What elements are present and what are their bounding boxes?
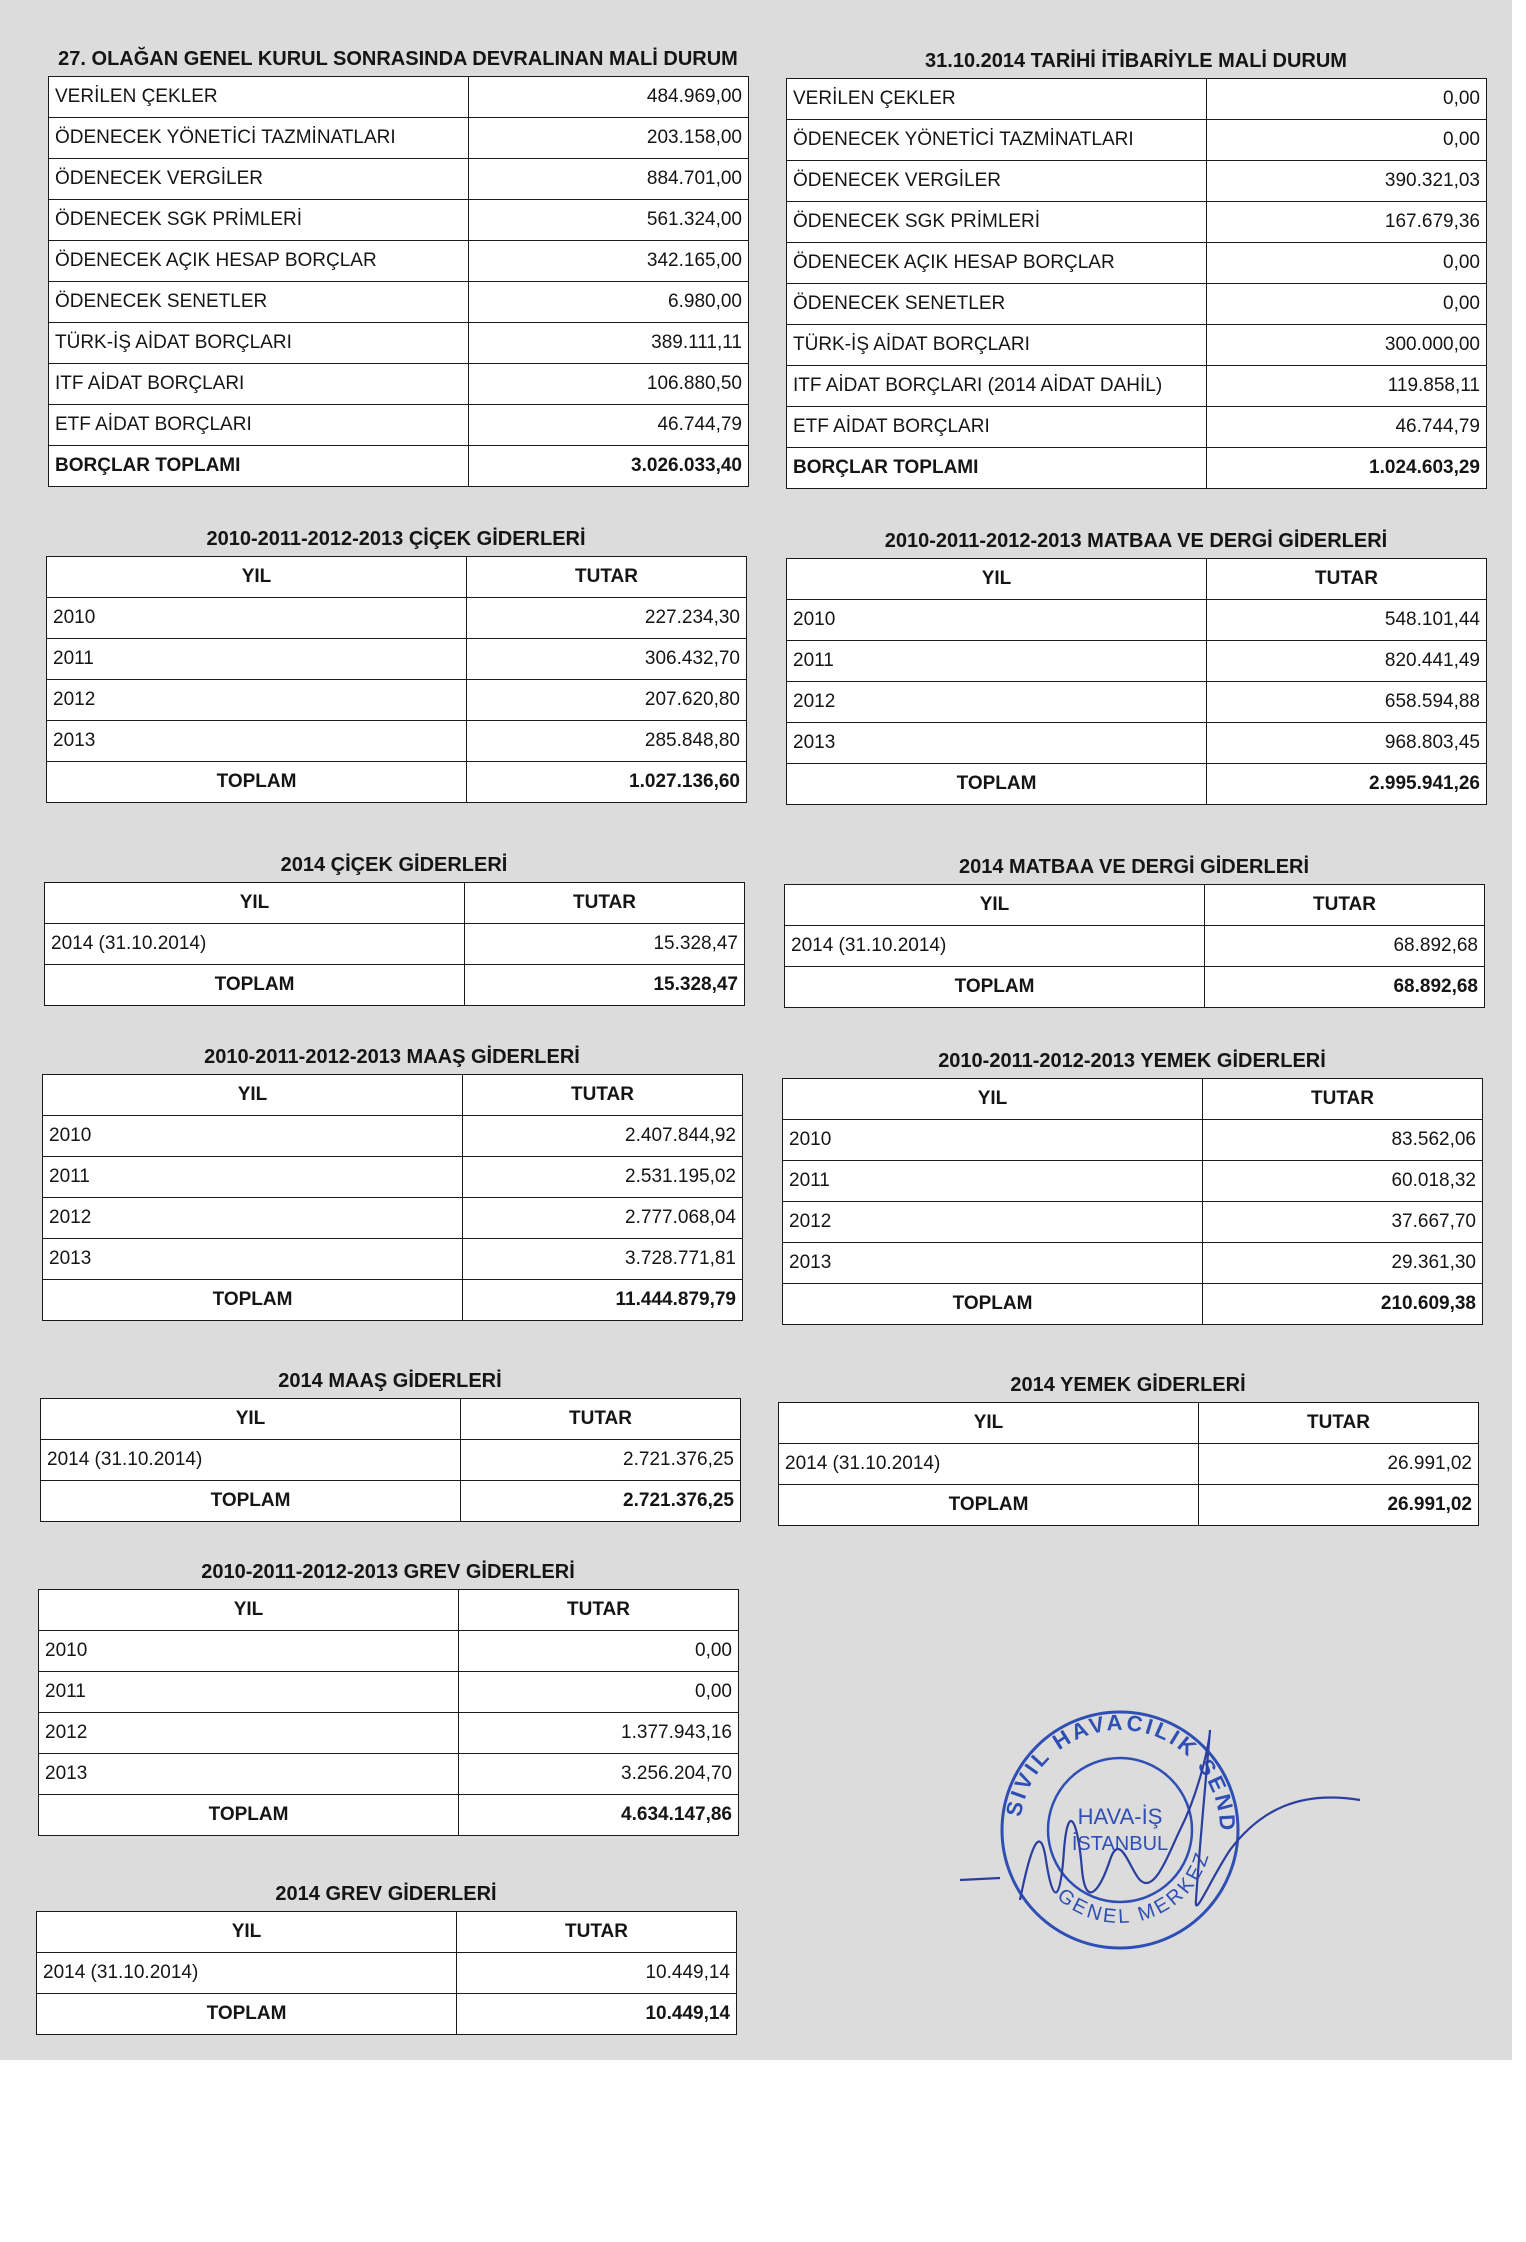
block-title: 2010-2011-2012-2013 ÇİÇEK GİDERLERİ	[206, 528, 586, 550]
debt-value: 0,00	[1207, 284, 1487, 325]
total-row	[39, 1795, 739, 1836]
amount-cell: 2.721.376,25	[461, 1440, 741, 1481]
table-row	[37, 1953, 737, 1994]
expense-table	[36, 1911, 737, 2035]
current-financial-status	[786, 44, 1486, 489]
header-row	[787, 559, 1487, 600]
strike-expenses-2014	[36, 1877, 736, 2035]
table-row	[787, 366, 1487, 407]
amount-cell: 10.449,14	[457, 1953, 737, 1994]
col-amount-header: TUTAR	[467, 557, 747, 598]
total-label: TOPLAM	[43, 1280, 463, 1321]
table-row	[47, 639, 747, 680]
col-amount-header: TUTAR	[1207, 559, 1487, 600]
header-row	[779, 1403, 1479, 1444]
debt-value: 390.321,03	[1207, 161, 1487, 202]
block-title: 2010-2011-2012-2013 MAAŞ GİDERLERİ	[204, 1046, 580, 1068]
total-label: BORÇLAR TOPLAMI	[49, 446, 469, 487]
amount-cell: 83.562,06	[1203, 1120, 1483, 1161]
header-row	[785, 885, 1485, 926]
table-row	[47, 721, 747, 762]
table-row	[39, 1631, 739, 1672]
expense-table	[40, 1398, 741, 1522]
meal-expenses-2010-2013	[782, 1044, 1482, 1325]
amount-cell: 285.848,80	[467, 721, 747, 762]
table-row	[49, 77, 749, 118]
print-magazine-expenses-2014	[784, 850, 1484, 1008]
col-amount-header: TUTAR	[1205, 885, 1485, 926]
total-row	[787, 448, 1487, 489]
table-row	[39, 1754, 739, 1795]
debt-label: TÜRK-İŞ AİDAT BORÇLARI	[49, 323, 469, 364]
debt-label: TÜRK-İŞ AİDAT BORÇLARI	[787, 325, 1207, 366]
debt-label: ÖDENECEK SENETLER	[787, 284, 1207, 325]
table-row	[787, 202, 1487, 243]
year-cell: 2013	[47, 721, 467, 762]
table-row	[43, 1198, 743, 1239]
total-label: TOPLAM	[45, 965, 465, 1006]
col-amount-header: TUTAR	[1199, 1403, 1479, 1444]
debt-value: 561.324,00	[469, 200, 749, 241]
table-row	[39, 1672, 739, 1713]
total-label: TOPLAM	[783, 1284, 1203, 1325]
col-year-header: YIL	[787, 559, 1207, 600]
debt-label: ETF AİDAT BORÇLARI	[49, 405, 469, 446]
col-amount-header: TUTAR	[465, 883, 745, 924]
total-label: TOPLAM	[39, 1795, 459, 1836]
debt-label: VERİLEN ÇEKLER	[49, 77, 469, 118]
year-cell: 2014 (31.10.2014)	[45, 924, 465, 965]
debt-value: 300.000,00	[1207, 325, 1487, 366]
table-row	[45, 924, 745, 965]
year-cell: 2010	[787, 600, 1207, 641]
debt-value: 884.701,00	[469, 159, 749, 200]
amount-cell: 658.594,88	[1207, 682, 1487, 723]
total-row	[45, 965, 745, 1006]
total-value: 210.609,38	[1203, 1284, 1483, 1325]
year-cell: 2014 (31.10.2014)	[37, 1953, 457, 1994]
flower-expenses-2014	[44, 848, 744, 1006]
total-row	[783, 1284, 1483, 1325]
debt-value: 203.158,00	[469, 118, 749, 159]
stamp-bottom-text: GENEL MERKEZ	[1053, 1847, 1215, 1929]
table-row	[783, 1120, 1483, 1161]
col-amount-header: TUTAR	[1203, 1079, 1483, 1120]
header-row	[47, 557, 747, 598]
total-row	[49, 446, 749, 487]
block-title: 2010-2011-2012-2013 YEMEK GİDERLERİ	[938, 1050, 1326, 1072]
amount-cell: 26.991,02	[1199, 1444, 1479, 1485]
table-row	[787, 284, 1487, 325]
salary-expenses-2014	[40, 1364, 740, 1522]
amount-cell: 2.407.844,92	[463, 1116, 743, 1157]
debt-value: 342.165,00	[469, 241, 749, 282]
col-year-header: YIL	[45, 883, 465, 924]
block-title: 2010-2011-2012-2013 MATBAA VE DERGİ GİDERLERİ	[884, 530, 1388, 552]
debt-label: ÖDENECEK AÇIK HESAP BORÇLAR	[49, 241, 469, 282]
year-cell: 2012	[43, 1198, 463, 1239]
debt-value: 0,00	[1207, 79, 1487, 120]
year-cell: 2014 (31.10.2014)	[785, 926, 1205, 967]
debt-label: ETF AİDAT BORÇLARI	[787, 407, 1207, 448]
header-row	[39, 1590, 739, 1631]
col-year-header: YIL	[39, 1590, 459, 1631]
debts-table	[48, 76, 749, 487]
table-row	[47, 598, 747, 639]
col-amount-header: TUTAR	[457, 1912, 737, 1953]
year-cell: 2012	[47, 680, 467, 721]
table-row	[787, 407, 1487, 448]
col-year-header: YIL	[779, 1403, 1199, 1444]
total-label: TOPLAM	[787, 764, 1207, 805]
total-row	[787, 764, 1487, 805]
year-cell: 2013	[783, 1243, 1203, 1284]
debt-label: ÖDENECEK VERGİLER	[787, 161, 1207, 202]
table-row	[785, 926, 1485, 967]
table-row	[787, 641, 1487, 682]
amount-cell: 37.667,70	[1203, 1202, 1483, 1243]
debt-value: 0,00	[1207, 243, 1487, 284]
total-label: TOPLAM	[779, 1485, 1199, 1526]
total-value: 68.892,68	[1205, 967, 1485, 1008]
amount-cell: 207.620,80	[467, 680, 747, 721]
amount-cell: 15.328,47	[465, 924, 745, 965]
col-year-header: YIL	[43, 1075, 463, 1116]
header-row	[37, 1912, 737, 1953]
block-title: 2014 MAAŞ GİDERLERİ	[278, 1370, 502, 1392]
table-row	[787, 325, 1487, 366]
amount-cell: 0,00	[459, 1672, 739, 1713]
total-value: 26.991,02	[1199, 1485, 1479, 1526]
debt-value: 167.679,36	[1207, 202, 1487, 243]
total-row	[37, 1994, 737, 2035]
block-title: 2014 ÇİÇEK GİDERLERİ	[280, 854, 508, 876]
header-row	[783, 1079, 1483, 1120]
block-title: 2014 MATBAA VE DERGİ GİDERLERİ	[958, 856, 1310, 878]
table-row	[787, 600, 1487, 641]
table-row	[787, 682, 1487, 723]
total-label: TOPLAM	[47, 762, 467, 803]
block-title: 2014 GREV GİDERLERİ	[275, 1883, 497, 1905]
table-row	[49, 241, 749, 282]
col-amount-header: TUTAR	[463, 1075, 743, 1116]
table-row	[39, 1713, 739, 1754]
block-title: 2010-2011-2012-2013 GREV GİDERLERİ	[201, 1561, 575, 1583]
debt-value: 119.858,11	[1207, 366, 1487, 407]
debt-label: VERİLEN ÇEKLER	[787, 79, 1207, 120]
total-row	[779, 1485, 1479, 1526]
table-row	[787, 79, 1487, 120]
total-value: 2.721.376,25	[461, 1481, 741, 1522]
debt-label: ÖDENECEK YÖNETİCİ TAZMİNATLARI	[49, 118, 469, 159]
amount-cell: 306.432,70	[467, 639, 747, 680]
year-cell: 2014 (31.10.2014)	[779, 1444, 1199, 1485]
year-cell: 2013	[39, 1754, 459, 1795]
debt-value: 484.969,00	[469, 77, 749, 118]
debt-label: ÖDENECEK SGK PRİMLERİ	[49, 200, 469, 241]
total-row	[47, 762, 747, 803]
total-label: TOPLAM	[785, 967, 1205, 1008]
table-row	[787, 120, 1487, 161]
amount-cell: 3.728.771,81	[463, 1239, 743, 1280]
amount-cell: 1.377.943,16	[459, 1713, 739, 1754]
stamp-center-line2: İSTANBUL	[1071, 1833, 1169, 1855]
total-value: 1.027.136,60	[467, 762, 747, 803]
debt-label: ÖDENECEK YÖNETİCİ TAZMİNATLARI	[787, 120, 1207, 161]
header-row	[41, 1399, 741, 1440]
year-cell: 2014 (31.10.2014)	[41, 1440, 461, 1481]
meal-expenses-2014	[778, 1368, 1478, 1526]
col-year-header: YIL	[785, 885, 1205, 926]
year-cell: 2012	[783, 1202, 1203, 1243]
table-row	[43, 1116, 743, 1157]
inherited-financial-status	[48, 42, 748, 487]
year-cell: 2010	[783, 1120, 1203, 1161]
year-cell: 2011	[783, 1161, 1203, 1202]
year-cell: 2010	[43, 1116, 463, 1157]
stamp-seal	[960, 1700, 1390, 1960]
total-value: 2.995.941,26	[1207, 764, 1487, 805]
amount-cell: 227.234,30	[467, 598, 747, 639]
table-row	[787, 243, 1487, 284]
expense-table	[42, 1074, 743, 1321]
col-year-header: YIL	[783, 1079, 1203, 1120]
total-value: 4.634.147,86	[459, 1795, 739, 1836]
year-cell: 2011	[43, 1157, 463, 1198]
col-year-header: YIL	[41, 1399, 461, 1440]
col-amount-header: TUTAR	[461, 1399, 741, 1440]
debt-label: ÖDENECEK AÇIK HESAP BORÇLAR	[787, 243, 1207, 284]
debt-label: ÖDENECEK SGK PRİMLERİ	[787, 202, 1207, 243]
year-cell: 2013	[787, 723, 1207, 764]
debt-label: ÖDENECEK VERGİLER	[49, 159, 469, 200]
total-value: 1.024.603,29	[1207, 448, 1487, 489]
total-label: BORÇLAR TOPLAMI	[787, 448, 1207, 489]
table-row	[49, 282, 749, 323]
expense-table	[38, 1589, 739, 1836]
header-row	[45, 883, 745, 924]
year-cell: 2010	[39, 1631, 459, 1672]
amount-cell: 3.256.204,70	[459, 1754, 739, 1795]
total-row	[43, 1280, 743, 1321]
amount-cell: 968.803,45	[1207, 723, 1487, 764]
block-title: 2014 YEMEK GİDERLERİ	[1010, 1374, 1246, 1396]
debt-label: ITF AİDAT BORÇLARI	[49, 364, 469, 405]
debt-value: 389.111,11	[469, 323, 749, 364]
amount-cell: 68.892,68	[1205, 926, 1485, 967]
table-row	[49, 323, 749, 364]
table-row	[783, 1243, 1483, 1284]
col-year-header: YIL	[37, 1912, 457, 1953]
year-cell: 2011	[47, 639, 467, 680]
table-row	[43, 1157, 743, 1198]
union-stamp-and-signature	[960, 1700, 1390, 1960]
expense-table	[786, 558, 1487, 805]
total-row	[41, 1481, 741, 1522]
table-row	[49, 405, 749, 446]
table-row	[41, 1440, 741, 1481]
expense-table	[46, 556, 747, 803]
print-magazine-expenses-2010-2013	[786, 524, 1486, 805]
expense-table	[778, 1402, 1479, 1526]
amount-cell: 0,00	[459, 1631, 739, 1672]
table-row	[787, 161, 1487, 202]
block-title: 27. OLAĞAN GENEL KURUL SONRASINDA DEVRALINAN MALİ DURUM	[58, 48, 738, 70]
debt-label: ÖDENECEK SENETLER	[49, 282, 469, 323]
year-cell: 2012	[39, 1713, 459, 1754]
debt-label: ITF AİDAT BORÇLARI (2014 AİDAT DAHİL)	[787, 366, 1207, 407]
total-value: 15.328,47	[465, 965, 745, 1006]
debt-value: 106.880,50	[469, 364, 749, 405]
amount-cell: 2.531.195,02	[463, 1157, 743, 1198]
total-value: 10.449,14	[457, 1994, 737, 2035]
amount-cell: 2.777.068,04	[463, 1198, 743, 1239]
amount-cell: 548.101,44	[1207, 600, 1487, 641]
table-row	[49, 200, 749, 241]
stamp-center-line1: HAVA-İŞ	[1077, 1804, 1163, 1829]
salary-expenses-2010-2013	[42, 1040, 742, 1321]
col-year-header: YIL	[47, 557, 467, 598]
strike-expenses-2010-2013	[38, 1555, 738, 1836]
total-label: TOPLAM	[41, 1481, 461, 1522]
table-row	[47, 680, 747, 721]
table-row	[49, 364, 749, 405]
flower-expenses-2010-2013	[46, 522, 746, 803]
expense-table	[784, 884, 1485, 1008]
year-cell: 2012	[787, 682, 1207, 723]
table-row	[783, 1202, 1483, 1243]
amount-cell: 60.018,32	[1203, 1161, 1483, 1202]
year-cell: 2013	[43, 1239, 463, 1280]
table-row	[783, 1161, 1483, 1202]
debt-value: 0,00	[1207, 120, 1487, 161]
expense-table	[782, 1078, 1483, 1325]
table-row	[49, 159, 749, 200]
amount-cell: 820.441,49	[1207, 641, 1487, 682]
total-value: 11.444.879,79	[463, 1280, 743, 1321]
block-title: 31.10.2014 TARİHİ İTİBARİYLE MALİ DURUM	[925, 50, 1347, 72]
total-label: TOPLAM	[37, 1994, 457, 2035]
total-row	[785, 967, 1485, 1008]
year-cell: 2011	[39, 1672, 459, 1713]
stamp-ring-text: SİVİL HAVACILIK SEND	[1000, 1709, 1241, 1834]
amount-cell: 29.361,30	[1203, 1243, 1483, 1284]
table-row	[43, 1239, 743, 1280]
year-cell: 2011	[787, 641, 1207, 682]
col-amount-header: TUTAR	[459, 1590, 739, 1631]
table-row	[49, 118, 749, 159]
debts-table	[786, 78, 1487, 489]
total-value: 3.026.033,40	[469, 446, 749, 487]
year-cell: 2010	[47, 598, 467, 639]
debt-value: 6.980,00	[469, 282, 749, 323]
expense-table	[44, 882, 745, 1006]
table-row	[787, 723, 1487, 764]
debt-value: 46.744,79	[469, 405, 749, 446]
debt-value: 46.744,79	[1207, 407, 1487, 448]
table-row	[779, 1444, 1479, 1485]
header-row	[43, 1075, 743, 1116]
